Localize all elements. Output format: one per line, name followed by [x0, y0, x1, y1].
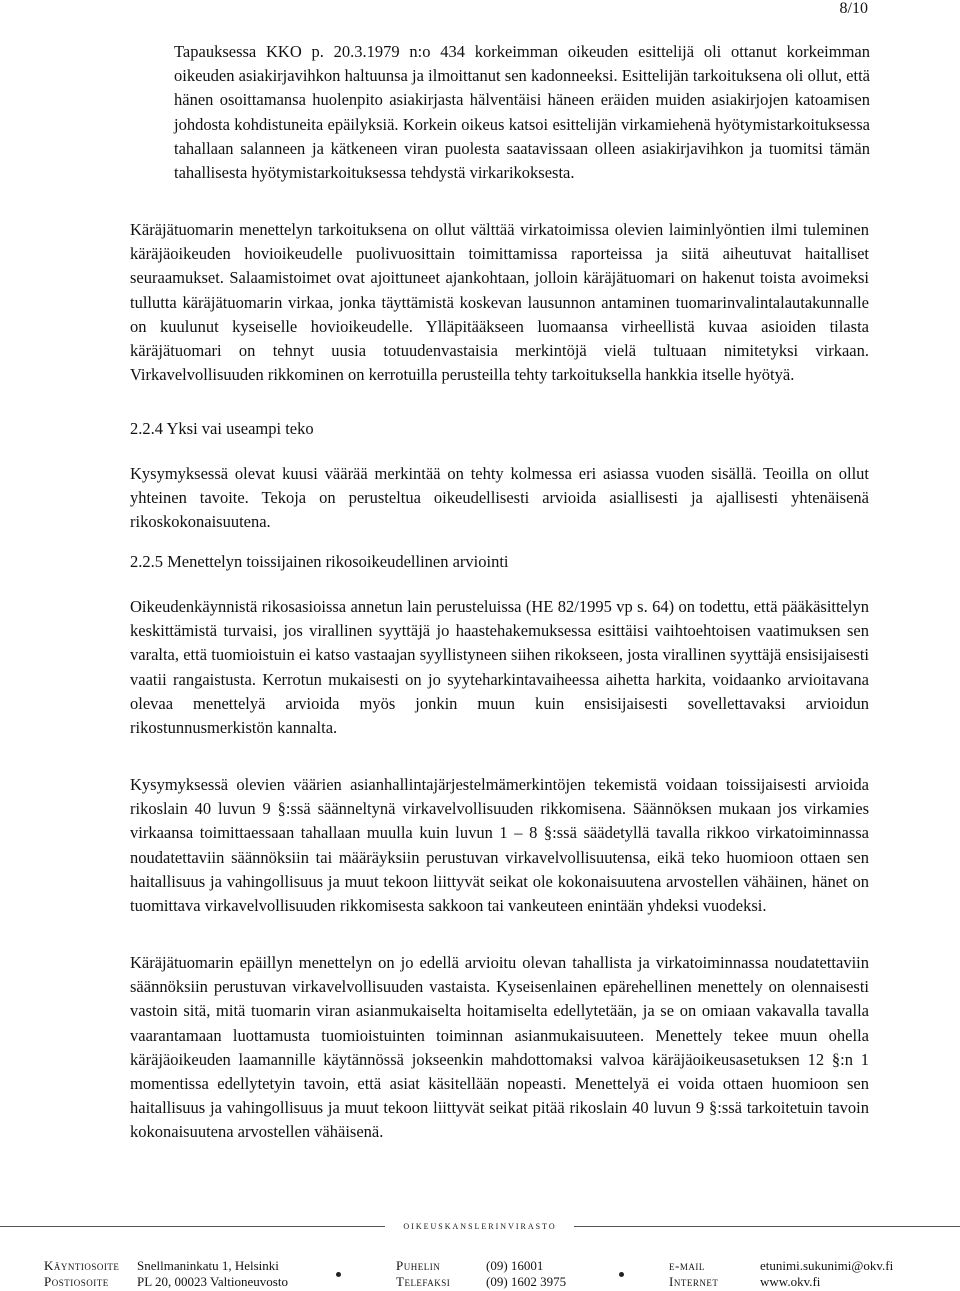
postal-address-label: Postiosoite [44, 1274, 109, 1289]
footer-separator-dot-icon [619, 1272, 624, 1277]
footer-separator-dot-icon [336, 1272, 341, 1277]
visiting-address-value: Snellmaninkatu 1, Helsinki [137, 1258, 279, 1273]
visiting-address-label: Käyntiosoite [44, 1258, 120, 1273]
section-heading-2-2-4: 2.2.4 Yksi vai useampi teko [130, 419, 314, 438]
footer-org-name: oikeuskanslerinvirasto [403, 1218, 557, 1232]
internet-value: www.okv.fi [760, 1274, 821, 1289]
section-heading-2-2-5: 2.2.5 Menettelyn toissijainen rikosoikeudellinen arviointi [130, 552, 509, 571]
body-paragraph-3: Oikeudenkäynnistä rikosasioissa annetun lain perusteluissa (HE 82/1995 vp s. 64) on todettu, että pääkäsittelyn keskittämistä turvaisi, jos virallinen syyttäjä jo haastehakemuksessa esittäisi vaihtoehtoisen vaatimuksen sen varalta, että tuomioistuin ei katso vastaajan syyllistyneen siihen rikokseen, josta virallinen syyttäjä ensisijaisesti vaatii rangaistusta. Kerrotun mukaisesti on jo syyteharkintavaiheessa aihetta harkita, voidaanko arvioitavana olevaa menettelyä arvioida myös jonkin muun kuin ensisijaisesti sovellettavaksi arvioidun rikostunnusmerkistön kannalta. [130, 597, 869, 738]
phone-value: (09) 16001 [486, 1258, 544, 1273]
body-paragraph-2: Kysymyksessä olevat kuusi väärää merkintää on tehty kolmessa eri asiassa vuoden sisällä. Teoilla on ollut yhteinen tavoite. Tekoja on perusteltua oikeudellisesti arvioida asiallisesti ja ajallisesti yhtenäisenä rikoskokonaisuutena. [130, 464, 869, 532]
page-number: 8/10 [839, 0, 868, 17]
email-value: etunimi.sukunimi@okv.fi [760, 1258, 894, 1273]
body-paragraph-1: Käräjätuomarin menettelyn tarkoituksena on ollut välttää virkatoimissa olevien laiminlyöntien ilmi tuleminen käräjäoikeuden hovioikeudelle puolivuosittain toimittamissa raporteissa ja siitä aiheutuvat haitalliset seuraamukset. Salaamistoimet ovat ajoittuneet ajankohtaan, jolloin käräjätuomari on hakenut toista avoimeksi tullutta käräjätuomarin virkaa, jonka täyttämistä koskevan lausunnon antaminen tuomarinvalintalautakunnalle on kuulunut kyseiselle hovioikeudelle. Ylläpitääkseen luomaansa virheellistä kuvaa asioiden tilasta käräjätuomari on tehnyt uusia totuudenvastaisia merkintöjä vielä tultuaan nimitetyksi virkaan. Virkavelvollisuuden rikkominen on kerrotuilla perusteilla tehty tarkoituksella hankkia itselle hyötyä. [130, 220, 869, 385]
case-quote-paragraph: Tapauksessa KKO p. 20.3.1979 n:o 434 korkeimman oikeuden esittelijä oli ottanut korkeimman oikeuden asiakirjavihkon haltuunsa ja ilmoittanut sen kadonneeksi. Esittelijän tarkoituksena oli ollut, että hänen osoittamansa huolenpito asiakirjasta hälventäisi häneen eräiden muiden asiakirjojen katoamisen johdosta kohdistuneita epäilyksiä. Korkein oikeus katsoi esittelijän virkamiehenä hyötymistarkoituksessa tahallaan salanneen ja kätkeneen viran puolesta saatavissaan olleen asiakirjavihkon ja tuomitsi tämän tahallisesta hyötymistarkoituksessa tehdystä virkarikoksesta. [174, 42, 870, 183]
email-label: e-mail [669, 1258, 705, 1273]
fax-label: Telefaksi [396, 1274, 451, 1289]
body-paragraph-4: Kysymyksessä olevien väärien asianhallintajärjestelmämerkintöjen tekemistä voidaan toissijaisesti arvioida rikoslain 40 luvun 9 §:ssä säänneltynä virkavelvollisuuden rikkomisena. Säännöksen mukaan jos virkamies virkaansa toimittaessaan tahallaan muulla kuin luvun 1 – 8 §:ssä säädetyllä tavalla rikkoo virkatoiminnassa noudatettaviin säännöksiin tai määräyksiin perustuvan virkavelvollisuutensa, eikä teko huomioon ottaen sen haitallisuus ja vahingollisuus ja muut tekoon liittyvät seikat ole kokonaisuutena arvostellen vähäinen, hänet on tuomittava virkavelvollisuuden rikkomisesta sakkoon tai vankeuteen enintään yhdeksi vuodeksi. [130, 775, 869, 916]
postal-address-value: PL 20, 00023 Valtioneuvosto [137, 1274, 288, 1289]
fax-value: (09) 1602 3975 [486, 1274, 567, 1289]
internet-label: Internet [669, 1274, 719, 1289]
body-paragraph-5: Käräjätuomarin epäillyn menettelyn on jo edellä arvioitu olevan tahallista ja virkatoiminnassa noudatettaviin säännöksiin perustuvan virkavelvollisuuden vastaista. Kyseisenlainen epärehellinen menettely on olennaisesti vastoin sitä, mitä tuomarin viran asianmukaiselta hoitamiselta edellytetään, ja se on omiaan vakavalla tavalla vaarantamaan luottamusta tuomioistuinten toiminnan asianmukaisuuteen. Menettely tekee muun ohella käräjäoikeuden laamannille käytännössä jokseenkin mahdottomaksi valvoa käräjäoikeusasetuksen 12 §:n 1 momentissa edellytetyin tavoin, että asiat käsitellään nopeasti. Menettelyä ei voida ottaen huomioon sen haitallisuus ja vahingollisuus ja muut tekoon liittyvät seikat pitää rikoslain 40 luvun 9 §:ssä tarkoitetuin tavoin kokonaisuutena arvostellen vähäisenä. [130, 953, 869, 1142]
phone-label: Puhelin [396, 1258, 441, 1273]
